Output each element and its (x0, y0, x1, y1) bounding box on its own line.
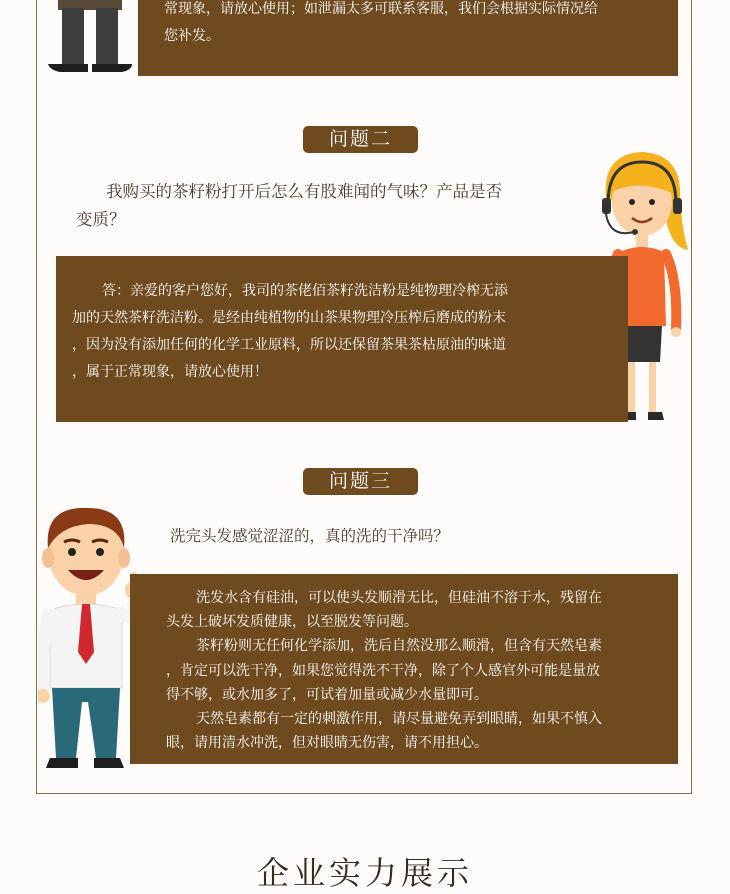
answer-3-line: ，肯定可以洗干净，如果您觉得洗不干净，除了个人感官外可能是量放 (166, 662, 600, 679)
answer-3-line: 天然皂素都有一定的刺激作用，请尽量避免弄到眼睛，如果不慎入 (196, 711, 602, 728)
question-2-line: 我购买的茶籽粉打开后怎么有股难闻的气味？产品是否 (106, 182, 502, 201)
question-3-text: 洗完头发感觉涩涩的，真的洗的干净吗？ (170, 527, 450, 545)
question-2-line: 变质？ (76, 210, 126, 229)
answer-1-line: 您补发。 (164, 28, 220, 44)
answer-2-line: 答：亲爱的客户您好，我司的茶佬佰茶籽洗洁粉是纯物理冷榨无添 (102, 283, 508, 299)
answer-2-line: ，因为没有添加任何的化学工业原料，所以还保留茶果茶枯原油的味道 (72, 337, 506, 353)
answer-box-2 (56, 256, 628, 422)
answer-box-1 (138, 0, 678, 76)
answer-3-line: 头发上破坏发质健康，以至脱发等问题。 (166, 614, 418, 631)
question-3-pill: 问题三 (303, 468, 418, 495)
businessman-figure-top (40, 0, 140, 80)
answer-2-line: 加的天然茶籽洗洁粉。是经由纯植物的山茶果物理冷压榨后磨成的粉末 (72, 310, 506, 326)
answer-1-line: 常现象，请放心使用；如泄漏太多可联系客服，我们会根据实际情况给 (164, 1, 598, 17)
answer-3-line: 得不够，或水加多了，可试着加量或减少水量即可。 (166, 686, 488, 703)
question-2-pill: 问题二 (303, 126, 418, 153)
answer-2-line: ，属于正常现象，请放心使用！ (72, 364, 268, 380)
answer-3-line: 茶籽粉则无任何化学添加，洗后自然没那么顺滑，但含有天然皂素 (196, 638, 602, 655)
section-title: 企业实力展示 (256, 854, 473, 892)
answer-box-3 (130, 574, 678, 764)
question-2-text (76, 178, 596, 234)
answer-3-line: 眼，请用清水冲洗，但对眼睛无伤害，请不用担心。 (166, 735, 488, 752)
answer-3-line: 洗发水含有硅油，可以使头发顺滑无比，但硅油不溶于水，残留在 (196, 590, 602, 606)
